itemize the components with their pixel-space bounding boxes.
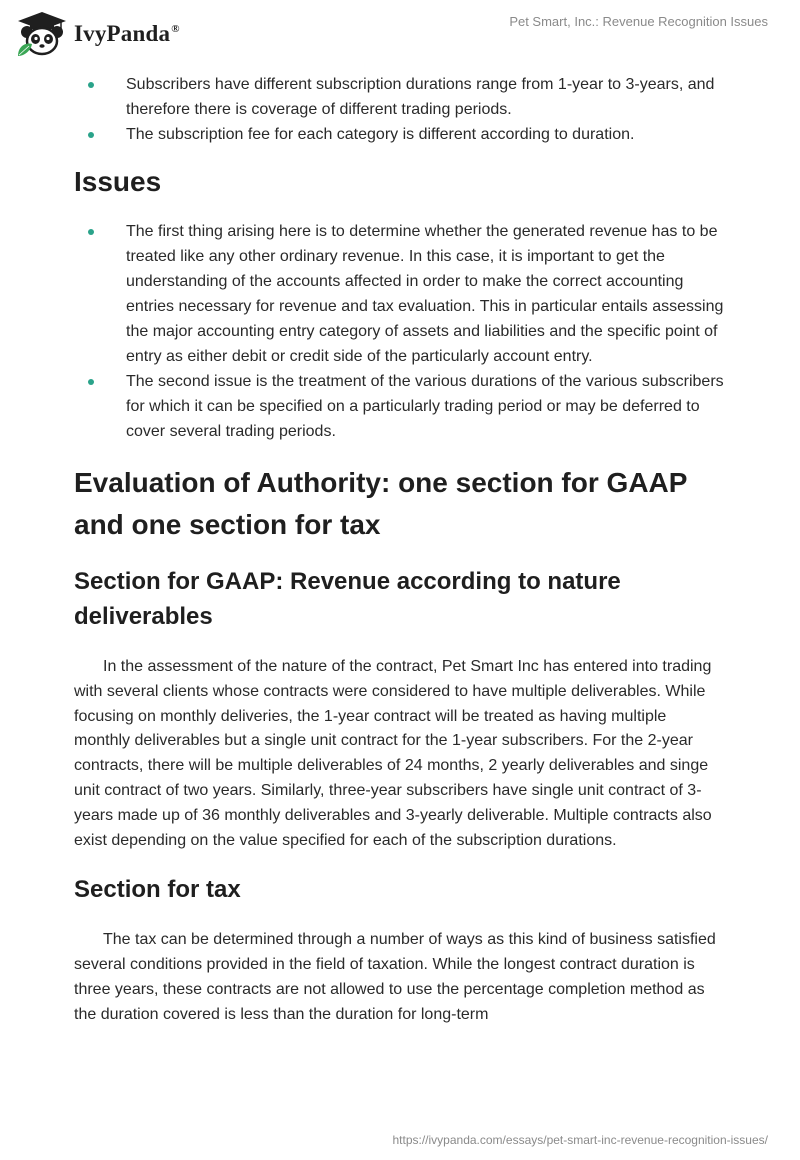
essay-content [74, 72, 726, 1028]
brand-name: IvyPanda® [74, 21, 180, 46]
document-title: Pet Smart, Inc.: Revenue Recognition Issues [509, 14, 768, 29]
bullet-dot-icon [88, 379, 94, 385]
source-url[interactable]: https://ivypanda.com/essays/pet-smart-inc-revenue-recognition-issues/ [392, 1133, 768, 1147]
issues-bullet-list [74, 219, 726, 444]
list-item: The first thing arising here is to determine whether the generated revenue has to be treated like any other ordinary revenue. In this case, it is important to get the understanding of the accounts affected in order to make the correct accounting entries necessary for revenue and tax evaluation. This in particular entails assessing the major accounting entry category of assets and liabilities and the specific point of entry as either debit or credit side of the particularly account entry. [74, 219, 726, 369]
list-item: The second issue is the treatment of the various durations of the various subscribers for which it can be specified on a particularly trading period or may be deferred to cover several trading periods. [74, 369, 726, 444]
page-header [0, 0, 800, 70]
issues-heading: Issues [74, 166, 162, 197]
tax-section-heading: Section for tax [74, 876, 241, 904]
list-item: The subscription fee for each category is different according to duration. [74, 122, 726, 147]
gaap-paragraph: In the assessment of the nature of the contract, Pet Smart Inc has entered into trading with several clients whose contracts were considered to have multiple deliverables. While focusing on monthly deliveries, the 1-year contract will be treated as having multiple monthly deliverables but a single unit contract for the 1-year subscribers. For the 2-year contracts, there will be multiple deliverables of 24 months, 2 yearly deliverables and singe unit contract of two years. Similarly, three-year subscribers have single unit contract of 3-years made up of 36 monthly deliverables and 3-yearly deliverable. Multiple contracts also exist depending on the value specified for each of the subscription durations. [74, 658, 712, 849]
bullet-dot-icon [88, 229, 94, 235]
panda-graduate-icon [16, 10, 68, 58]
gaap-section-heading: Section for GAAP: Revenue according to nature deliverables [74, 568, 621, 630]
bullet-dot-icon [88, 132, 94, 138]
ivypanda-logo[interactable] [16, 10, 180, 58]
trademark-symbol: ® [171, 23, 180, 36]
intro-bullet-list [74, 72, 726, 147]
list-item: Subscribers have different subscription durations range from 1-year to 3-years, and therefore there is coverage of different trading periods. [74, 72, 726, 122]
evaluation-heading: Evaluation of Authority: one section for GAAP and one section for tax [74, 467, 687, 540]
bullet-dot-icon [88, 82, 94, 88]
tax-paragraph: The tax can be determined through a number of ways as this kind of business satisfied several conditions provided in the field of taxation. While the longest contract duration is three years, these contracts are not allowed to use the percentage completion method as the duration covered is less than the duration for long-term [74, 931, 716, 1023]
